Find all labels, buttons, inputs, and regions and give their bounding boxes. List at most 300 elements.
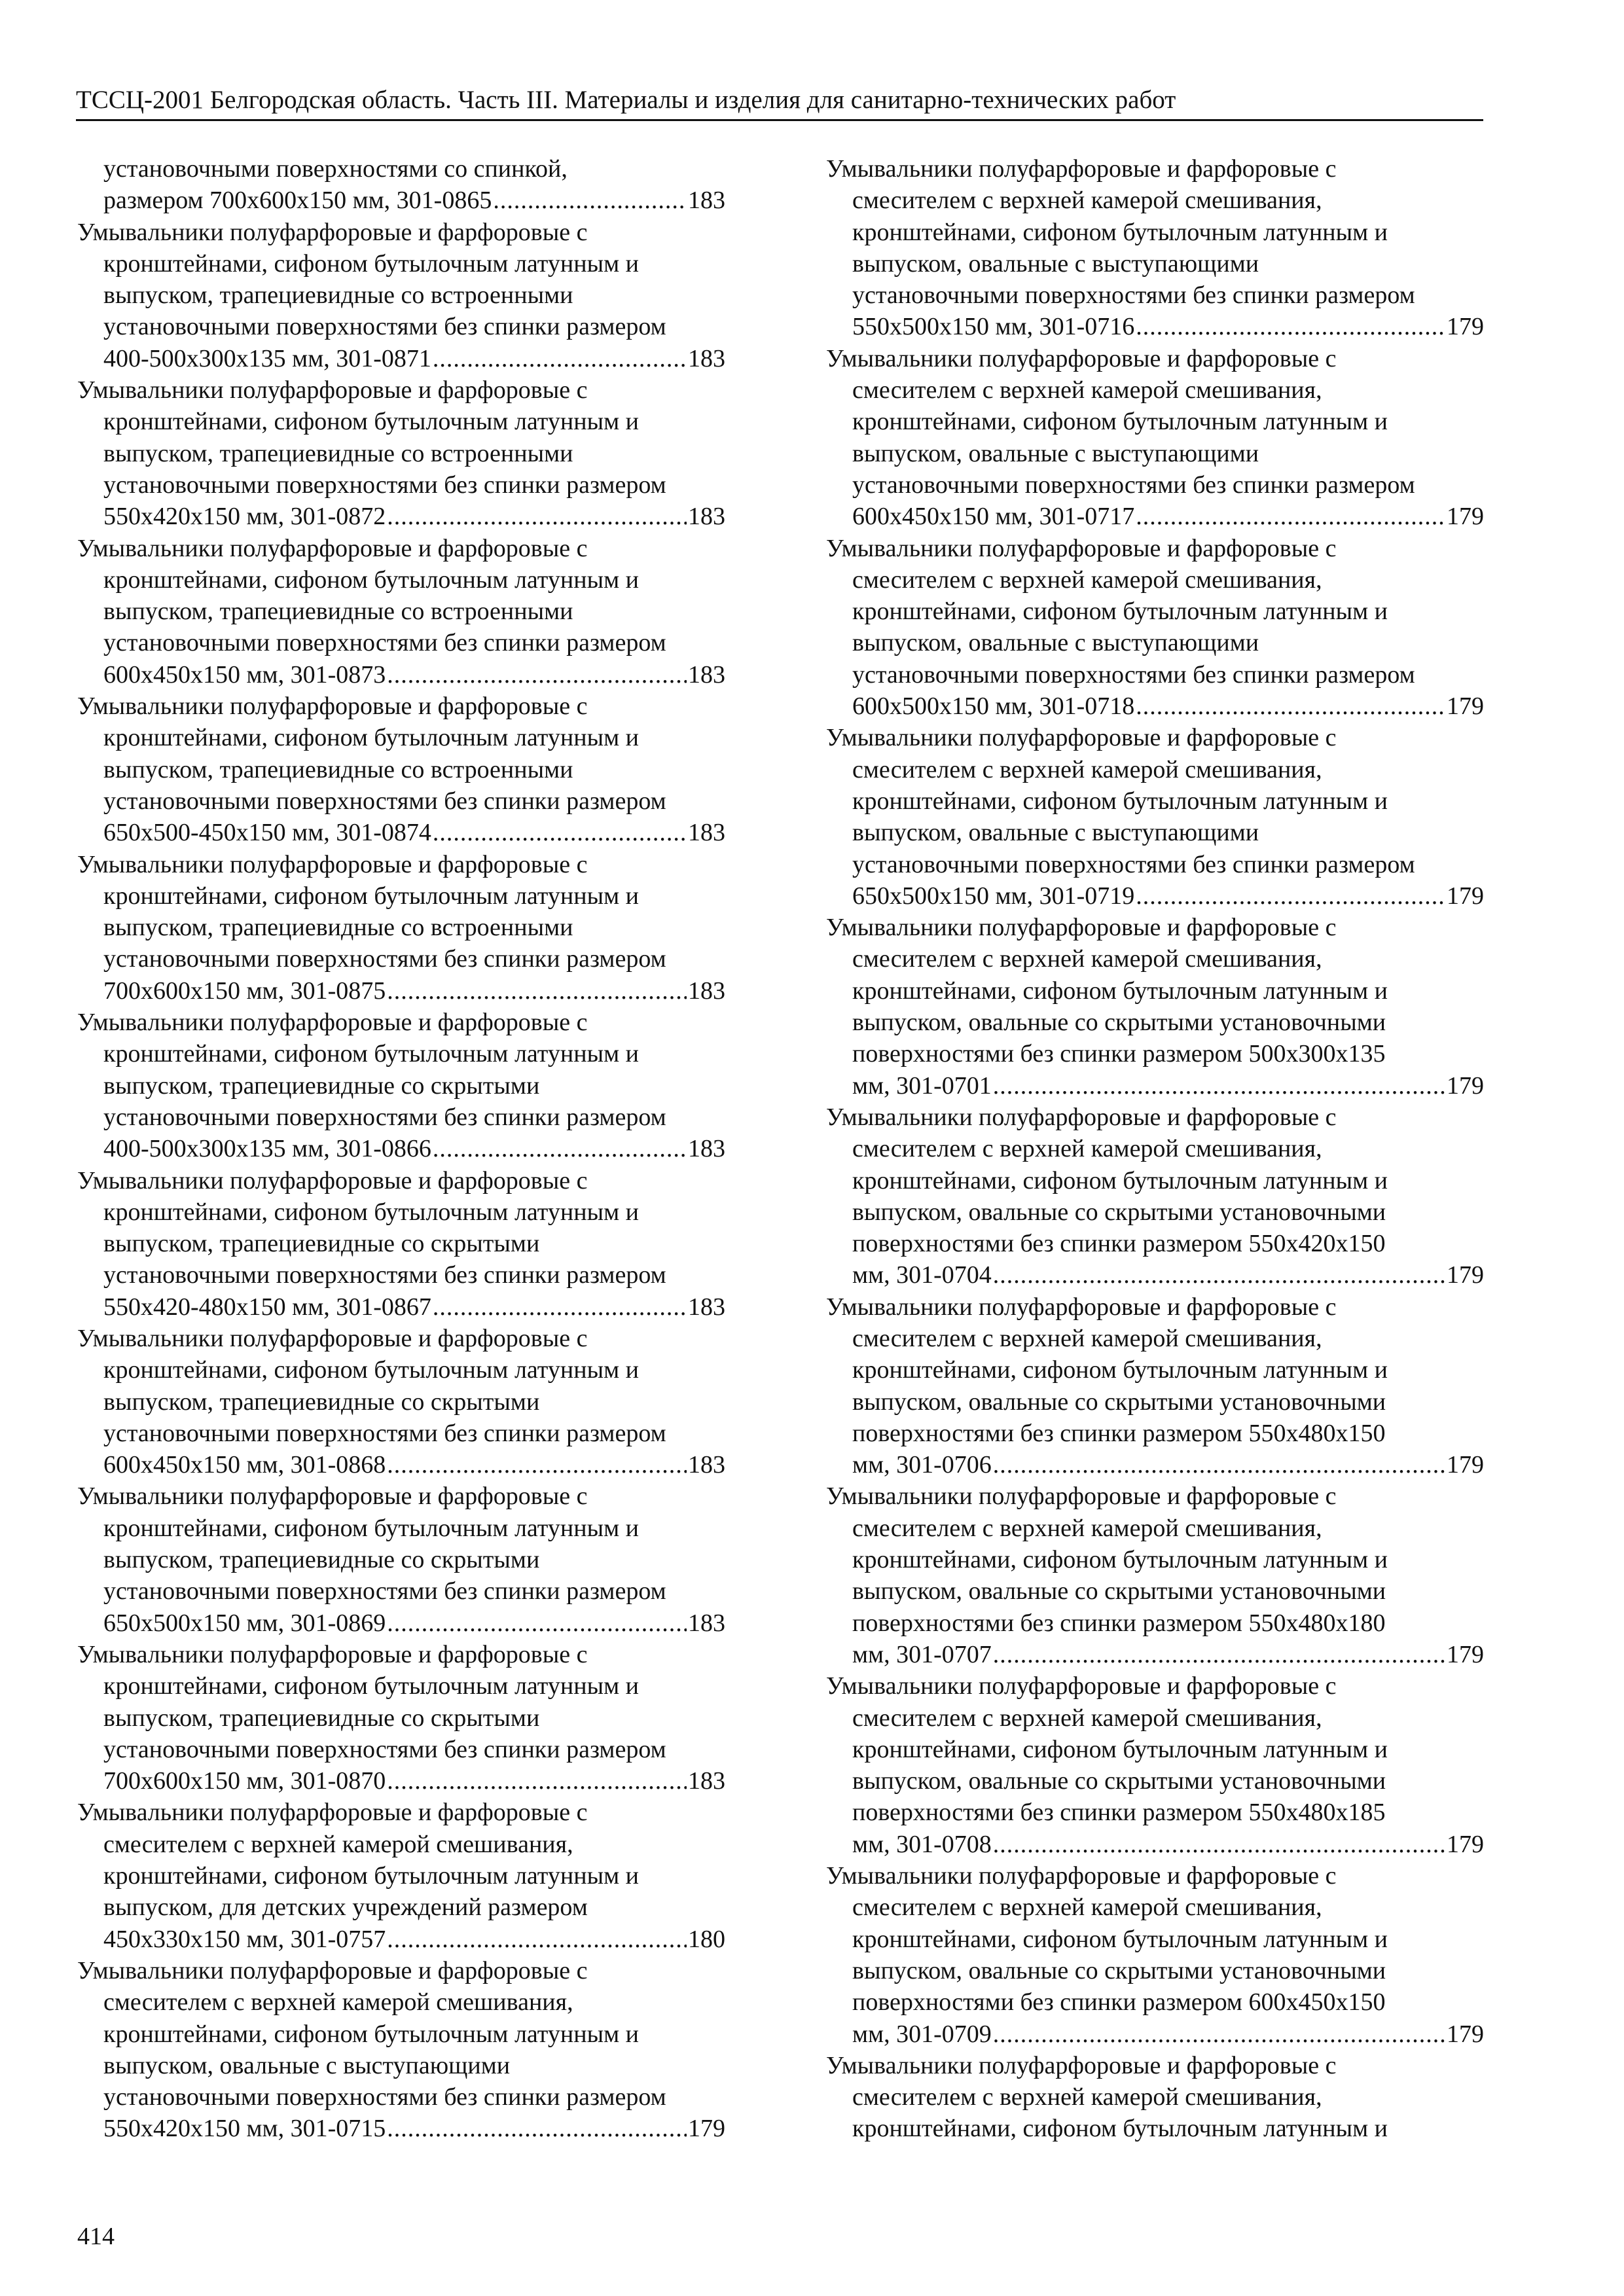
index-entry: [77, 1323, 725, 1480]
entry-line: [826, 343, 1484, 374]
entry-line: [826, 849, 1484, 880]
index-entry: [77, 1639, 725, 1797]
index-entry: [826, 1670, 1484, 1860]
entry-text: установочными поверхностями со спинкой,: [103, 155, 568, 183]
entry-text: кронштейнами, сифоном бутылочным латунным и: [103, 882, 640, 910]
entry-text: кронштейнами, сифоном бутылочным латунным и: [103, 1672, 640, 1700]
entry-line: [77, 533, 725, 564]
entry-line: [826, 438, 1484, 469]
entry-text: Умывальники полуфарфоровые и фарфоровые с: [826, 534, 1337, 562]
entry-text: выпуском, трапециевидные со встроенными: [103, 755, 573, 783]
entry-text: выпуском, трапециевидные со скрытыми: [103, 1704, 540, 1732]
entry-line: [77, 1639, 725, 1670]
entry-text: 650х500-450х150 мм, 301-0874: [103, 819, 431, 847]
dot-leader: [433, 343, 687, 374]
dot-leader: [387, 659, 687, 691]
entry-page-number: 183: [688, 1293, 725, 1321]
entry-line: [77, 1734, 725, 1765]
entry-text: Умывальники полуфарфоровые и фарфоровые с: [77, 218, 588, 246]
entry-text: кронштейнами, сифоном бутылочным латунным и: [852, 408, 1388, 436]
entry-text: кронштейнами, сифоном бутылочным латунным и: [852, 977, 1388, 1005]
entry-line: [77, 785, 725, 817]
page-number: 414: [77, 2223, 115, 2250]
entry-line: [826, 1165, 1484, 1196]
entry-text: установочными поверхностями без спинки размером: [103, 787, 666, 815]
entry-line: [77, 217, 725, 248]
entry-line: [77, 153, 725, 185]
entry-text: поверхностями без спинки размером 550х480х180: [852, 1609, 1386, 1637]
entry-line: [826, 785, 1484, 817]
entry-text: поверхностями без спинки размером 550х420х150: [852, 1230, 1386, 1258]
entry-line: [826, 1892, 1484, 1923]
entry-line: [826, 1259, 1484, 1291]
entry-line: [826, 2050, 1484, 2081]
entry-line: [77, 1797, 725, 1828]
entry-text: кронштейнами, сифоном бутылочным латунным и: [103, 249, 640, 278]
entry-line: [77, 691, 725, 722]
entry-line: [77, 596, 725, 627]
entry-line: [826, 2018, 1484, 2050]
entry-text: смесителем с верхней камерой смешивания,: [852, 1704, 1322, 1732]
entry-text: выпуском, овальные со скрытыми установочными: [852, 1956, 1386, 1984]
entry-line: [77, 1607, 725, 1639]
entry-text: Умывальники полуфарфоровые и фарфоровые с: [826, 1862, 1337, 1890]
entry-line: [77, 1165, 725, 1196]
entry-line: [826, 1986, 1484, 2018]
entry-line: [826, 1924, 1484, 1955]
entry-text: смесителем с верхней камерой смешивания,: [852, 755, 1322, 783]
entry-line: [77, 1196, 725, 1228]
entry-page-number: 179: [1447, 692, 1484, 721]
entry-text: Умывальники полуфарфоровые и фарфоровые с: [77, 1324, 588, 1352]
entry-text: кронштейнами, сифоном бутылочным латунным и: [852, 1546, 1388, 1574]
entry-text: выпуском, овальные с выступающими: [852, 439, 1259, 467]
entry-line: [826, 1449, 1484, 1480]
entry-text: выпуском, трапециевидные со скрытыми: [103, 1388, 540, 1416]
entry-text: кронштейнами, сифоном бутылочным латунным и: [103, 1040, 640, 1068]
entry-line: [826, 153, 1484, 185]
index-entry: [77, 1007, 725, 1164]
entry-page-number: 179: [1447, 313, 1484, 341]
entry-line: [826, 564, 1484, 596]
entry-line: [826, 1418, 1484, 1449]
entry-line: [826, 1544, 1484, 1575]
entry-text: установочными поверхностями без спинки размером: [852, 850, 1415, 878]
entry-text: выпуском, овальные с выступающими: [103, 2051, 511, 2079]
dot-leader: [387, 1449, 687, 1480]
index-entry: [77, 374, 725, 532]
entry-text: Умывальники полуфарфоровые и фарфоровые с: [826, 344, 1337, 372]
index-entry: [77, 153, 725, 217]
entry-line: [77, 311, 725, 342]
entry-line: [77, 1070, 725, 1102]
entry-line: [826, 185, 1484, 216]
entry-line: [826, 1228, 1484, 1259]
dot-leader: [1136, 691, 1445, 722]
entry-text: 600х500х150 мм, 301-0718: [852, 692, 1135, 721]
entry-text: выпуском, овальные с выступающими: [852, 819, 1259, 847]
dot-leader: [433, 1133, 687, 1164]
entry-line: [826, 1575, 1484, 1607]
entry-line: [826, 1607, 1484, 1639]
entry-text: кронштейнами, сифоном бутылочным латунным и: [103, 565, 640, 594]
entry-line: [826, 1354, 1484, 1386]
entry-text: выпуском, овальные со скрытыми установочными: [852, 1577, 1386, 1605]
entry-text: мм, 301-0708: [852, 1830, 992, 1858]
entry-line: [77, 1228, 725, 1259]
entry-line: [77, 406, 725, 437]
index-entry: [77, 1480, 725, 1638]
entry-text: установочными поверхностями без спинки размером: [852, 660, 1415, 689]
entry-line: [77, 880, 725, 912]
entry-text: смесителем с верхней камерой смешивания,: [852, 1893, 1322, 1922]
entry-text: кронштейнами, сифоном бутылочным латунным и: [852, 1166, 1388, 1194]
entry-page-number: 183: [688, 187, 725, 215]
entry-text: 700х600х150 мм, 301-0875: [103, 977, 386, 1005]
entry-text: Умывальники полуфарфоровые и фарфоровые с: [826, 155, 1337, 183]
entry-text: мм, 301-0701: [852, 1071, 992, 1100]
entry-line: [77, 185, 725, 216]
entry-text: выпуском, трапециевидные со скрытыми: [103, 1546, 540, 1574]
entry-line: [826, 1955, 1484, 1986]
entry-text: поверхностями без спинки размером 600х450х150: [852, 1988, 1386, 2017]
entry-text: кронштейнами, сифоном бутылочным латунным и: [103, 408, 640, 436]
entry-line: [826, 2081, 1484, 2113]
entry-text: выпуском, овальные со скрытыми установочными: [852, 1388, 1386, 1416]
entry-text: выпуском, для детских учреждений размером: [103, 1893, 588, 1922]
entry-page-number: 179: [1447, 1451, 1484, 1479]
entry-text: кронштейнами, сифоном бутылочным латунным и: [103, 1198, 640, 1226]
entry-line: [77, 1765, 725, 1797]
entry-line: [77, 1038, 725, 1069]
index-entry: [77, 691, 725, 848]
entry-text: поверхностями без спинки размером 500х300х135: [852, 1040, 1386, 1068]
entry-line: [826, 1386, 1484, 1418]
entry-text: смесителем с верхней камерой смешивания,: [103, 1988, 573, 2017]
entry-text: Умывальники полуфарфоровые и фарфоровые с: [826, 1293, 1337, 1321]
entry-text: 400-500х300х135 мм, 301-0871: [103, 344, 431, 372]
entry-line: [826, 1513, 1484, 1544]
entry-line: [826, 1765, 1484, 1797]
entry-text: кронштейнами, сифоном бутылочным латунным и: [852, 1735, 1388, 1763]
entry-text: выпуском, трапециевидные со встроенными: [103, 439, 573, 467]
entry-text: 450х330х150 мм, 301-0757: [103, 1925, 386, 1953]
entry-text: установочными поверхностями без спинки размером: [103, 313, 666, 341]
entry-line: [77, 2113, 725, 2144]
entry-line: [77, 722, 725, 753]
entry-line: [826, 659, 1484, 691]
entry-text: 600х450х150 мм, 301-0868: [103, 1451, 386, 1479]
entry-line: [826, 1829, 1484, 1860]
entry-line: [826, 1323, 1484, 1354]
entry-text: установочными поверхностями без спинки размером: [852, 471, 1415, 499]
entry-text: 550х500х150 мм, 301-0716: [852, 313, 1135, 341]
entry-page-number: 183: [688, 977, 725, 1005]
entry-text: установочными поверхностями без спинки размером: [103, 1261, 666, 1289]
entry-line: [77, 1513, 725, 1544]
entry-text: выпуском, трапециевидные со встроенными: [103, 281, 573, 310]
entry-line: [77, 469, 725, 501]
index-entry: [826, 2050, 1484, 2145]
entry-line: [77, 2018, 725, 2050]
entry-line: [826, 754, 1484, 785]
entry-text: Умывальники полуфарфоровые и фарфоровые с: [77, 1482, 588, 1511]
entry-line: [77, 627, 725, 658]
index-entry: [826, 533, 1484, 723]
entry-text: Умывальники полуфарфоровые и фарфоровые с: [77, 1166, 588, 1194]
entry-text: Умывальники полуфарфоровые и фарфоровые с: [77, 1799, 588, 1827]
index-entry: [826, 343, 1484, 533]
entry-page-number: 179: [688, 2115, 725, 2143]
index-entry: [77, 1797, 725, 1954]
entry-line: [77, 1386, 725, 1418]
entry-text: выпуском, овальные со скрытыми установочными: [852, 1198, 1386, 1226]
entry-line: [77, 1829, 725, 1860]
index-entry: [826, 1860, 1484, 2050]
entry-line: [826, 2113, 1484, 2144]
entry-line: [826, 912, 1484, 943]
entry-text: 600х450х150 мм, 301-0717: [852, 503, 1135, 531]
entry-line: [77, 943, 725, 975]
entry-line: [77, 754, 725, 785]
entry-line: [77, 1354, 725, 1386]
entry-text: 650х500х150 мм, 301-0719: [852, 882, 1135, 910]
entry-page-number: 179: [1447, 1640, 1484, 1668]
entry-line: [826, 975, 1484, 1007]
entry-text: выпуском, овальные со скрытыми установочными: [852, 1009, 1386, 1037]
entry-text: установочными поверхностями без спинки размером: [103, 1419, 666, 1447]
entry-text: выпуском, овальные со скрытыми установочными: [852, 1767, 1386, 1795]
entry-text: кронштейнами, сифоном бутылочным латунным и: [852, 787, 1388, 815]
index-entry: [77, 849, 725, 1007]
entry-text: размером 700х600х150 мм, 301-0865: [103, 187, 492, 215]
entry-line: [826, 1291, 1484, 1323]
entry-text: Умывальники полуфарфоровые и фарфоровые с: [77, 1956, 588, 1984]
entry-line: [826, 596, 1484, 627]
entry-text: смесителем с верхней камерой смешивания,: [852, 1324, 1322, 1352]
dot-leader: [993, 1070, 1445, 1102]
entry-text: установочными поверхностями без спинки размером: [852, 281, 1415, 310]
entry-line: [77, 1955, 725, 1986]
dot-leader: [993, 1639, 1445, 1670]
entry-line: [77, 2081, 725, 2113]
entry-text: поверхностями без спинки размером 550х480х185: [852, 1799, 1386, 1827]
entry-text: Умывальники полуфарфоровые и фарфоровые с: [826, 1103, 1337, 1131]
entry-line: [826, 1670, 1484, 1702]
dot-leader: [433, 1291, 687, 1323]
entry-page-number: 179: [1447, 1830, 1484, 1858]
entry-line: [826, 406, 1484, 437]
index-entry: [826, 153, 1484, 343]
entry-text: смесителем с верхней камерой смешивания,: [852, 2083, 1322, 2111]
entry-line: [826, 1007, 1484, 1038]
entry-line: [77, 1323, 725, 1354]
index-column-left: [77, 153, 725, 2145]
dot-leader: [387, 1607, 687, 1639]
dot-leader: [493, 185, 687, 216]
entry-text: Умывальники полуфарфоровые и фарфоровые с: [826, 724, 1337, 752]
dot-leader: [993, 2018, 1445, 2050]
entry-line: [77, 1892, 725, 1923]
dot-leader: [1136, 311, 1445, 342]
entry-line: [826, 1038, 1484, 1069]
entry-line: [77, 343, 725, 374]
entry-text: кронштейнами, сифоном бутылочным латунным и: [852, 2115, 1388, 2143]
index-entry: [826, 1102, 1484, 1291]
entry-line: [77, 1449, 725, 1480]
entry-line: [826, 1702, 1484, 1734]
entry-line: [826, 1480, 1484, 1512]
entry-line: [826, 248, 1484, 279]
entry-line: [826, 817, 1484, 848]
entry-line: [77, 1259, 725, 1291]
entry-text: Умывальники полуфарфоровые и фарфоровые с: [77, 1640, 588, 1668]
dot-leader: [1136, 880, 1445, 912]
entry-page-number: 183: [688, 660, 725, 689]
entry-page-number: 179: [1447, 1261, 1484, 1289]
entry-line: [826, 1133, 1484, 1164]
entry-line: [826, 311, 1484, 342]
entry-text: 550х420-480х150 мм, 301-0867: [103, 1293, 431, 1321]
entry-line: [826, 1797, 1484, 1828]
entry-text: Умывальники полуфарфоровые и фарфоровые с: [826, 2051, 1337, 2079]
entry-text: 550х420х150 мм, 301-0872: [103, 503, 386, 531]
entry-text: кронштейнами, сифоном бутылочным латунным и: [103, 724, 640, 752]
index-entry: [77, 1955, 725, 2145]
entry-line: [77, 374, 725, 406]
entry-line: [77, 912, 725, 943]
entry-line: [826, 943, 1484, 975]
entry-line: [77, 1418, 725, 1449]
entry-text: кронштейнами, сифоном бутылочным латунным и: [103, 2020, 640, 2048]
entry-text: смесителем с верхней камерой смешивания,: [852, 376, 1322, 404]
entry-text: мм, 301-0709: [852, 2020, 992, 2048]
index-entry: [77, 533, 725, 691]
entry-page-number: 179: [1447, 1071, 1484, 1100]
entry-line: [826, 279, 1484, 311]
index-entry: [77, 217, 725, 374]
entry-text: кронштейнами, сифоном бутылочным латунным и: [852, 598, 1388, 626]
entry-page-number: 179: [1447, 2020, 1484, 2048]
entry-line: [826, 1639, 1484, 1670]
entry-text: выпуском, трапециевидные со скрытыми: [103, 1071, 540, 1100]
entry-line: [826, 1196, 1484, 1228]
entry-text: установочными поверхностями без спинки размером: [103, 2083, 666, 2111]
entry-text: 650х500х150 мм, 301-0869: [103, 1609, 386, 1637]
entry-text: поверхностями без спинки размером 550х480х150: [852, 1419, 1386, 1447]
entry-line: [77, 1133, 725, 1164]
entry-text: 550х420х150 мм, 301-0715: [103, 2115, 386, 2143]
entry-line: [77, 1480, 725, 1512]
entry-text: установочными поверхностями без спинки размером: [103, 1735, 666, 1763]
entry-text: выпуском, трапециевидные со встроенными: [103, 914, 573, 942]
entry-line: [826, 469, 1484, 501]
entry-line: [77, 849, 725, 880]
entry-page-number: 183: [688, 1451, 725, 1479]
entry-text: Умывальники полуфарфоровые и фарфоровые с: [77, 376, 588, 404]
entry-line: [77, 1986, 725, 2018]
entry-line: [77, 1007, 725, 1038]
entry-line: [77, 564, 725, 596]
index-entry: [826, 1480, 1484, 1670]
entry-line: [826, 1102, 1484, 1133]
entry-page-number: 183: [688, 344, 725, 372]
running-header: ТССЦ-2001 Белгородская область. Часть III. Материалы и изделия для санитарно-технических работ: [76, 86, 1176, 114]
entry-line: [77, 501, 725, 532]
entry-text: смесителем с верхней камерой смешивания,: [852, 1135, 1322, 1163]
entry-line: [77, 1575, 725, 1607]
dot-leader: [993, 1449, 1445, 1480]
entry-line: [826, 501, 1484, 532]
entry-text: 400-500х300х135 мм, 301-0866: [103, 1135, 431, 1163]
entry-text: кронштейнами, сифоном бутылочным латунным и: [103, 1356, 640, 1384]
entry-line: [77, 2050, 725, 2081]
entry-line: [77, 279, 725, 311]
entry-line: [826, 217, 1484, 248]
entry-text: кронштейнами, сифоном бутылочным латунным и: [852, 1925, 1388, 1953]
dot-leader: [387, 501, 687, 532]
dot-leader: [387, 975, 687, 1007]
dot-leader: [1136, 501, 1445, 532]
entry-text: установочными поверхностями без спинки размером: [103, 1577, 666, 1605]
entry-page-number: 179: [1447, 503, 1484, 531]
entry-line: [826, 1734, 1484, 1765]
entry-line: [77, 1102, 725, 1133]
entry-text: выпуском, овальные с выступающими: [852, 629, 1259, 657]
entry-text: Умывальники полуфарфоровые и фарфоровые с: [826, 1672, 1337, 1700]
entry-page-number: 183: [688, 1609, 725, 1637]
entry-text: Умывальники полуфарфоровые и фарфоровые с: [826, 1482, 1337, 1511]
entry-text: установочными поверхностями без спинки размером: [103, 1103, 666, 1131]
entry-line: [77, 248, 725, 279]
entry-text: 600х450х150 мм, 301-0873: [103, 660, 386, 689]
entry-page-number: 183: [688, 819, 725, 847]
header-rule: [76, 119, 1483, 121]
entry-page-number: 183: [688, 1767, 725, 1795]
entry-text: кронштейнами, сифоном бутылочным латунным и: [852, 218, 1388, 246]
dot-leader: [387, 1924, 687, 1955]
entry-text: смесителем с верхней камерой смешивания,: [852, 187, 1322, 215]
entry-line: [826, 880, 1484, 912]
entry-line: [77, 1702, 725, 1734]
entry-text: Умывальники полуфарфоровые и фарфоровые с: [77, 534, 588, 562]
entry-page-number: 180: [688, 1925, 725, 1953]
entry-text: Умывальники полуфарфоровые и фарфоровые с: [77, 850, 588, 878]
entry-line: [77, 1291, 725, 1323]
entry-text: установочными поверхностями без спинки размером: [103, 945, 666, 973]
entry-text: выпуском, овальные с выступающими: [852, 249, 1259, 278]
entry-text: смесителем с верхней камерой смешивания,: [852, 945, 1322, 973]
entry-text: смесителем с верхней камерой смешивания,: [103, 1830, 573, 1858]
entry-text: выпуском, трапециевидные со скрытыми: [103, 1230, 540, 1258]
entry-text: смесителем с верхней камерой смешивания,: [852, 565, 1322, 594]
dot-leader: [993, 1259, 1445, 1291]
entry-line: [826, 1860, 1484, 1892]
entry-line: [826, 1070, 1484, 1102]
entry-text: выпуском, трапециевидные со встроенными: [103, 598, 573, 626]
entry-text: мм, 301-0704: [852, 1261, 992, 1289]
entry-text: установочными поверхностями без спинки размером: [103, 629, 666, 657]
entry-line: [826, 722, 1484, 753]
dot-leader: [387, 2113, 687, 2144]
entry-line: [826, 691, 1484, 722]
entry-line: [77, 975, 725, 1007]
entry-line: [826, 533, 1484, 564]
entry-text: Умывальники полуфарфоровые и фарфоровые с: [77, 1009, 588, 1037]
entry-text: Умывальники полуфарфоровые и фарфоровые с: [826, 914, 1337, 942]
entry-text: Умывальники полуфарфоровые и фарфоровые с: [77, 692, 588, 721]
entry-text: кронштейнами, сифоном бутылочным латунным и: [103, 1862, 640, 1890]
